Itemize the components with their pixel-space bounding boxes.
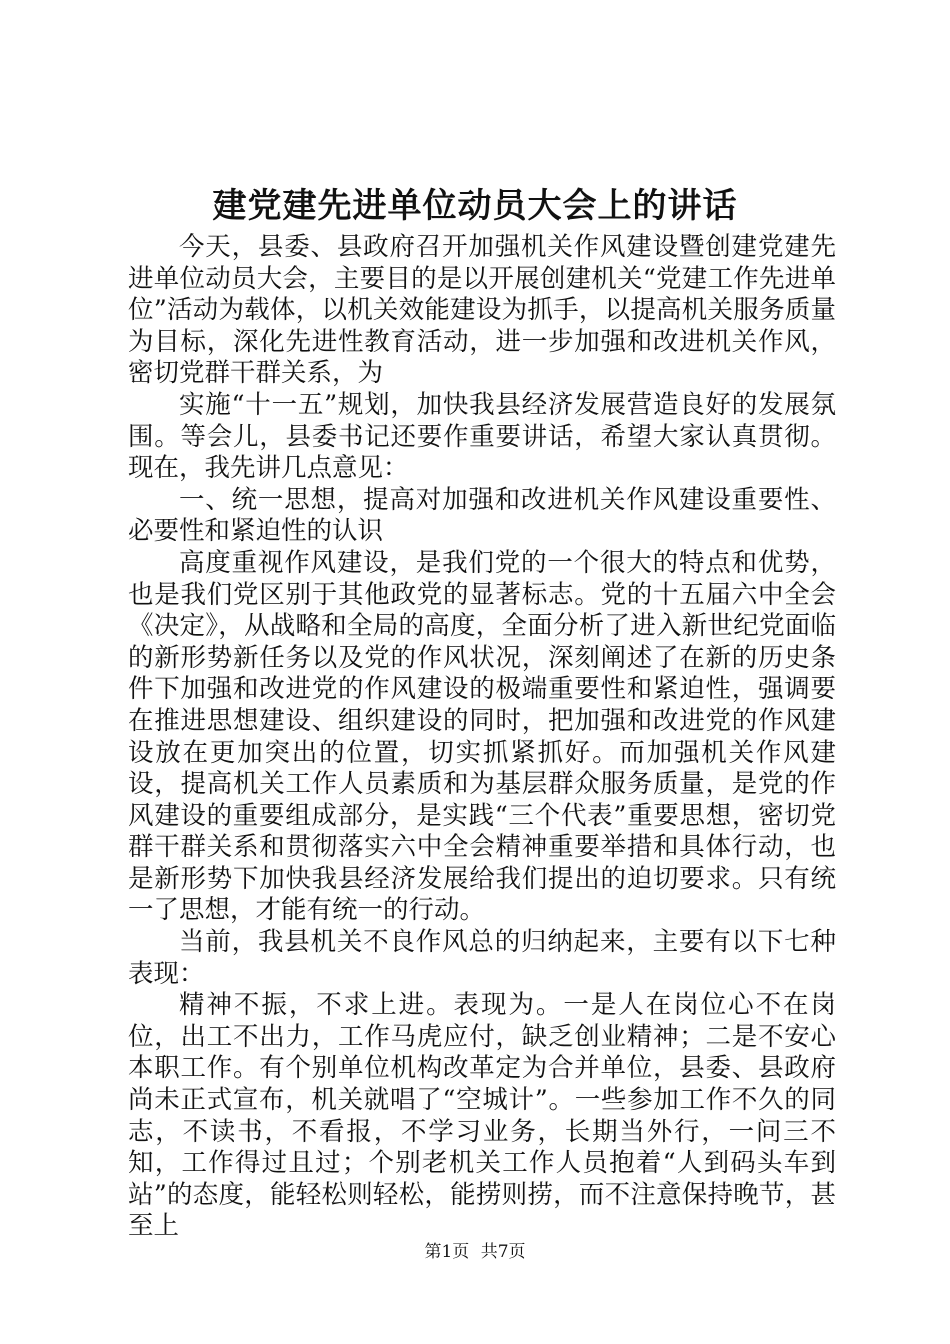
- section-heading: 一、统一思想，提高对加强和改进机关作风建设重要性、必要性和紧迫性的认识: [128, 484, 836, 547]
- document-title: 建党建先进单位动员大会上的讲话: [212, 186, 738, 226]
- document-body: [128, 232, 836, 1243]
- paragraph: 当前，我县机关不良作风总的归纳起来，主要有以下七种表现：: [128, 927, 836, 989]
- page-total: 共7页: [480, 1242, 526, 1262]
- paragraph: 高度重视作风建设，是我们党的一个很大的特点和优势，也是我们党区别于其他政党的显著标志。党的十五届六中全会《决定》，从战略和全局的高度，全面分析了进入新世纪党面临的新形势新任务以及党的作风状况，深刻阐述了在新的历史条件下加强和改进党的作风建设的极端重要性和紧迫性，强调要在推进思想建设、组织建设的同时，把加强和改进党的作风建设放在更加突出的位置，切实抓紧抓好。而加强机关作风建设，提高机关工作人员素质和为基层群众服务质量，是党的作风建设的重要组成部分，是实践“三个代表”重要思想，密切党群干群关系和贯彻落实六中全会精神重要举措和具体行动，也是新形势下加快我县经济发展给我们提出的迫切要求。只有统一了思想，才能有统一的行动。: [128, 547, 836, 926]
- paragraph: 精神不振，不求上进。表现为。一是人在岗位心不在岗位，出工不出力，工作马虎应付，缺乏创业精神；二是不安心本职工作。有个别单位机构改革定为合并单位，县委、县政府尚未正式宣布，机关就唱了“空城计”。一些参加工作不久的同志，不读书，不看报，不学习业务，长期当外行，一问三不知，工作得过且过；个别老机关工作人员抱着“人到码头车到站”的态度，能轻松则轻松，能捞则捞，而不注意保持晚节，甚至上: [128, 990, 836, 1242]
- page-footer: [0, 1240, 950, 1264]
- paragraph: 实施“十一五”规划，加快我县经济发展营造良好的发展氛围。等会儿，县委书记还要作重要讲话，希望大家认真贯彻。现在，我先讲几点意见：: [128, 389, 836, 484]
- paragraph: 今天，县委、县政府召开加强机关作风建设暨创建党建先进单位动员大会，主要目的是以开展创建机关“党建工作先进单位”活动为载体，以机关效能建设为抓手，以提高机关服务质量为目标，深化先进性教育活动，进一步加强和改进机关作风，密切党群干群关系，为: [128, 232, 836, 389]
- page-number: 第1页: [424, 1242, 470, 1262]
